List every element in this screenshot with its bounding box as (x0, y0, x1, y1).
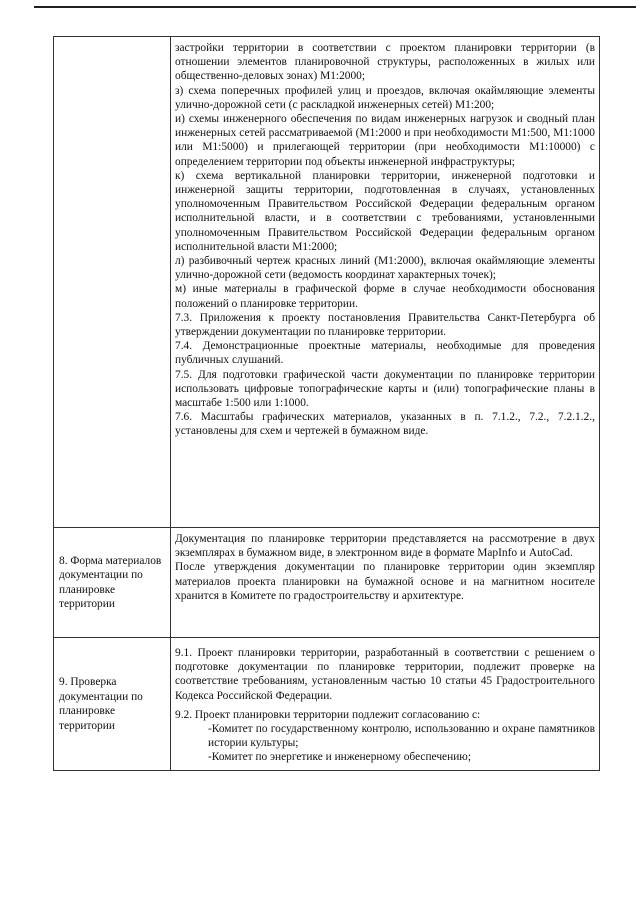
row-content-cell (171, 37, 600, 528)
paragraph-z: з) схема поперечных профилей улиц и проездов, включая окаймляющие элементы улично-дорожной сети (с раскладкой инженерных сетей) М1:200; (175, 84, 595, 111)
paragraph-form-submit: Документация по планировке территории представляется на рассмотрение в двух экземплярах в бумажном виде, в электронном виде в формате MapInfo и AutoCad. (175, 533, 595, 560)
paragraph-i: и) схемы инженерного обеспечения по видам инженерных нагрузок и сводный план инженерных сетей рассматриваемой (М1:2000 и при необходимости М1:500, М1:1000 или М1:5000) и прилегающей территории (при необходимости М1:10000) с определением территории под объекты инженерной инфраструктуры; (175, 113, 595, 168)
row-content-cell (171, 528, 600, 638)
requirements-table (53, 36, 600, 771)
paragraph-zastroyka: застройки территории в соответствии с проектом планировки территории (в отношении элементов планировочной структуры, расположенных в жилых или общественно-деловых зонах) М1:2000; (175, 42, 595, 83)
list-item: -Комитет по энергетике и инженерному обеспечению; (208, 751, 471, 764)
row-label-cell (54, 528, 171, 638)
paragraph-form-storage: После утверждения документации по планировке территории один экземпляр материалов проекта планировки на бумажной основе и на магнитном носителе хранится в Комитете по градостроительству и архитектуре. (175, 561, 595, 602)
paragraph-9-1: 9.1. Проект планировки территории, разработанный в соответствии с решением о подготовке документации по планировке территории, подлежит проверке на соответствие требованиям, установленным частью 10 статьи 45 Градостроительного Кодекса Российской Федерации. (175, 647, 595, 702)
paragraph-7-6: 7.6. Масштабы графических материалов, указанных в п. 7.1.2., 7.2., 7.2.1.2., установлены для схем и чертежей в бумажном виде. (175, 411, 595, 438)
paragraph-9-2: 9.2. Проект планировки территории подлежит согласованию с: (175, 708, 481, 721)
row-content-cell (171, 638, 600, 771)
table-row (54, 528, 600, 638)
paragraph-k: к) схема вертикальной планировки территории, инженерной подготовки и инженерной защиты территории, подготовленная в случаях, установленных уполномоченным Правительством Российской Федерации федеральным органом исполнительной власти, и в соответствии с требованиями, установленными уполномоченным Правительством Российской Федерации федеральным органом исполнительной власти М1:2000; (175, 169, 595, 253)
page-top-rule (34, 6, 636, 8)
row-label-form: 8. Форма материалов документации по планировке территории (59, 554, 162, 610)
table-row (54, 638, 600, 771)
row-label-cell (54, 37, 171, 528)
paragraph-m: м) иные материалы в графической форме в случае необходимости обоснования положений о планировке территории. (175, 283, 595, 310)
paragraph-7-5: 7.5. Для подготовки графической части документации по планировке территории использовать цифровые топографические карты и (или) топографические планы в масштабе 1:500 или 1:1000. (175, 368, 595, 410)
paragraph-7-4: 7.4. Демонстрационные проектные материалы, необходимые для проведения публичных слушаний. (175, 340, 595, 367)
paragraph-l: л) разбивочный чертеж красных линий (М1:2000), включая окаймляющие элементы улично-дорожной сети (ведомость координат характерных точек); (175, 255, 595, 282)
row-label-check: 9. Проверка документации по планировке территории (59, 676, 143, 732)
row-label-cell (54, 638, 171, 771)
list-item: -Комитет по государственному контролю, использованию и охране памятников истории культуры; (208, 723, 595, 750)
paragraph-7-3: 7.3. Приложения к проекту постановления Правительства Санкт-Петербурга об утверждении документации по планировке территории. (175, 311, 595, 339)
table-row (54, 37, 600, 528)
